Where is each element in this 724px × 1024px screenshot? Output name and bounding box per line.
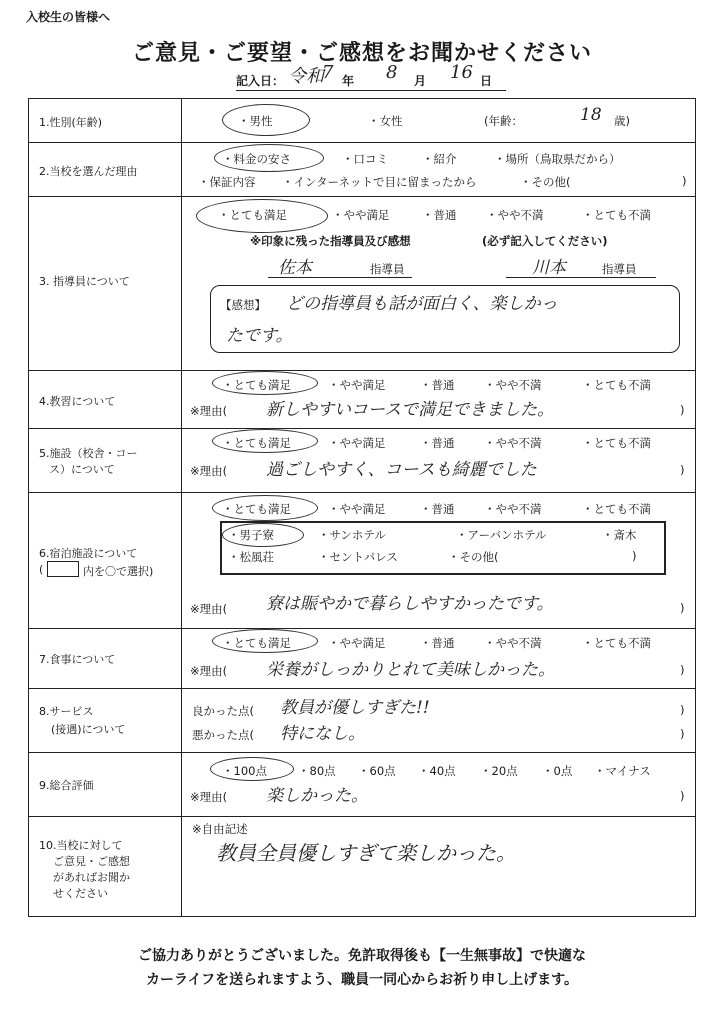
q9-option-80[interactable]: ・80点: [298, 764, 336, 778]
q3-option-very-dissatisfied[interactable]: ・とても不満: [582, 208, 651, 222]
q6-option-very-dissatisfied[interactable]: ・とても不満: [582, 502, 651, 516]
footer-line2: カーライフを送られますよう、職員一同心からお祈り申し上げます。: [145, 972, 579, 988]
page-title: ご意見・ご要望・ご感想をお聞かせください: [131, 41, 592, 66]
q9-close-paren: ): [680, 789, 685, 803]
q10-label-line2: ご意見・ご感想: [53, 855, 130, 868]
q6-facility-urban-hotel[interactable]: ・アーバンホテル: [456, 528, 547, 542]
q8-bad-close-paren: ): [680, 727, 685, 741]
q3-impression-line1: どの指導員も話が面白く、楽しかっ: [286, 294, 558, 314]
q6-reason-label: ※理由(: [190, 602, 228, 616]
q1-age-unit: 歳): [614, 114, 630, 128]
q3-impression-line2: たです。: [226, 326, 293, 346]
q4-option-satisfied[interactable]: ・やや満足: [328, 378, 386, 392]
q6-facility-mens-dorm[interactable]: ・男子寮: [228, 528, 274, 542]
row-q3: [29, 197, 696, 371]
q2-option-location[interactable]: ・場所（鳥取県だから）: [494, 152, 621, 166]
row-q7: [29, 629, 696, 689]
q9-option-60[interactable]: ・60点: [358, 764, 396, 778]
q7-label: 7.食事について: [39, 653, 116, 666]
q3-option-neutral[interactable]: ・普通: [422, 208, 457, 222]
q6-option-neutral[interactable]: ・普通: [420, 502, 455, 516]
q6-facility-shofuso[interactable]: ・松風荘: [228, 550, 274, 564]
q4-reason-label: ※理由(: [190, 404, 228, 418]
month-unit: 月: [414, 74, 427, 88]
q5-option-dissatisfied[interactable]: ・やや不満: [484, 436, 542, 450]
q4-close-paren: ): [680, 403, 685, 417]
q6-reason[interactable]: 寮は賑やかで暮らしやすかったです。: [266, 594, 554, 614]
row-q6: [29, 493, 696, 629]
date-month: 8: [386, 62, 398, 83]
q1-age-label: (年齢：: [484, 114, 523, 128]
q6-facility-close-paren: ): [632, 549, 637, 563]
q8-good[interactable]: 教員が優しすぎた!!: [280, 698, 430, 718]
q3-impression-label: 【感想】: [220, 298, 266, 312]
q2-option-reviews[interactable]: ・口コミ: [342, 152, 388, 166]
q2-close-paren: ): [682, 174, 687, 188]
q9-option-100[interactable]: ・100点: [222, 764, 267, 778]
q6-option-very-satisfied[interactable]: ・とても満足: [222, 502, 291, 516]
q5-close-paren: ): [680, 463, 685, 477]
q7-option-very-satisfied[interactable]: ・とても満足: [222, 636, 291, 650]
date-row: [236, 62, 506, 91]
q6-facility-box: [220, 521, 666, 575]
q3-instructor1-name[interactable]: 佐本: [278, 258, 312, 278]
q9-option-minus[interactable]: ・マイナス: [594, 764, 651, 778]
q3-instructor2-suffix: 指導員: [602, 262, 637, 276]
q2-option-other[interactable]: ・その他(: [520, 175, 571, 189]
q3-instructor2-line: [506, 277, 656, 278]
q3-option-satisfied[interactable]: ・やや満足: [332, 208, 390, 222]
q8-label-line2: (接遇)について: [51, 723, 126, 736]
q6-box-icon: [47, 561, 79, 577]
q4-option-dissatisfied[interactable]: ・やや不満: [484, 378, 542, 392]
q5-label-line1: 5.施設（校舎・コー: [39, 447, 138, 460]
questionnaire-table: [28, 98, 696, 917]
q3-option-very-satisfied[interactable]: ・とても満足: [218, 208, 287, 222]
q4-option-very-satisfied[interactable]: ・とても満足: [222, 378, 291, 392]
q1-male-option[interactable]: ・男性: [238, 114, 273, 128]
q6-facility-saint-palace[interactable]: ・セントパレス: [318, 550, 398, 564]
year-unit: 年: [342, 74, 355, 88]
q9-reason-label: ※理由(: [190, 790, 228, 804]
q7-reason[interactable]: 栄養がしっかりとれて美味しかった。: [266, 660, 555, 680]
q9-option-0[interactable]: ・0点: [542, 764, 573, 778]
q5-option-very-satisfied[interactable]: ・とても満足: [222, 436, 291, 450]
q2-option-price[interactable]: ・料金の安さ: [222, 152, 291, 166]
day-unit: 日: [480, 74, 493, 88]
date-label: 記入日：: [236, 74, 285, 88]
q6-facility-saiki[interactable]: ・斎木: [602, 528, 637, 542]
date-era: 令和: [288, 66, 324, 87]
q5-label-line2: ス）について: [49, 463, 115, 476]
row-q2: [29, 143, 696, 197]
q5-reason-label: ※理由(: [190, 464, 228, 478]
q4-option-very-dissatisfied[interactable]: ・とても不満: [582, 378, 651, 392]
q5-option-satisfied[interactable]: ・やや満足: [328, 436, 386, 450]
q3-instructor1-suffix: 指導員: [370, 262, 405, 276]
row-q1: [29, 99, 696, 143]
q4-label: 4.教習について: [39, 395, 116, 408]
q3-option-dissatisfied[interactable]: ・やや不満: [486, 208, 544, 222]
row-q5: [29, 429, 696, 493]
q6-facility-sun-hotel[interactable]: ・サンホテル: [318, 528, 386, 542]
row-q8: [29, 689, 696, 753]
q8-label-line1: 8.サービス: [39, 705, 94, 718]
q7-reason-label: ※理由(: [190, 664, 228, 678]
q6-close-paren: ): [680, 601, 685, 615]
q6-label-line2-post: 内を〇で選択): [83, 565, 154, 578]
q7-close-paren: ): [680, 663, 685, 677]
row-q10: [29, 817, 696, 917]
q10-label-line3: があればお聞か: [53, 871, 130, 884]
q7-option-very-dissatisfied[interactable]: ・とても不満: [582, 636, 651, 650]
q9-option-40[interactable]: ・40点: [418, 764, 456, 778]
q2-option-guarantee[interactable]: ・保証内容: [198, 175, 256, 189]
q7-option-satisfied[interactable]: ・やや満足: [328, 636, 386, 650]
footer-line1: ご協力ありがとうございました。免許取得後も【一生無事故】で快適な: [138, 948, 586, 964]
q2-label: 2.当校を選んだ理由: [39, 165, 138, 178]
date-day: 16: [450, 62, 473, 83]
q1-female-option[interactable]: ・女性: [368, 114, 403, 128]
q8-bad-label: 悪かった点(: [192, 728, 254, 742]
q3-instructor2-name[interactable]: 川本: [532, 258, 566, 278]
footer-message: [0, 944, 724, 992]
q8-good-label: 良かった点(: [192, 704, 254, 718]
q6-option-satisfied[interactable]: ・やや満足: [328, 502, 386, 516]
q10-label-line4: せください: [53, 887, 108, 900]
q2-option-referral[interactable]: ・紹介: [422, 152, 457, 166]
date-year: 7: [322, 62, 334, 83]
q3-note: ※印象に残った指導員及び感想: [250, 234, 411, 248]
q6-label-line2-pre: (: [39, 563, 44, 576]
q10-free-text[interactable]: 教員全員優しすぎて楽しかった。: [216, 841, 516, 865]
q10-free-label: ※自由記述: [192, 822, 248, 836]
q6-label-line1: 6.宿泊施設について: [39, 547, 138, 560]
q8-bad[interactable]: 特になし。: [280, 724, 365, 744]
q10-label-line1: 10.当校に対して: [39, 839, 123, 852]
q5-option-neutral[interactable]: ・普通: [420, 436, 455, 450]
q7-option-neutral[interactable]: ・普通: [420, 636, 455, 650]
q3-instructor1-line: [268, 277, 412, 278]
q9-option-20[interactable]: ・20点: [480, 764, 518, 778]
addressee: 入校生の皆様へ: [26, 10, 111, 24]
q5-option-very-dissatisfied[interactable]: ・とても不満: [582, 436, 651, 450]
row-q4: [29, 371, 696, 429]
q9-reason[interactable]: 楽しかった。: [266, 786, 368, 806]
q1-age-value[interactable]: 18: [580, 105, 602, 125]
q4-option-neutral[interactable]: ・普通: [420, 378, 455, 392]
q6-facility-other[interactable]: ・その他(: [448, 550, 499, 564]
q5-reason[interactable]: 過ごしやすく、コースも綺麗でした: [266, 460, 537, 480]
q3-note-required: (必ず記入してください): [482, 234, 608, 248]
row-q9: [29, 753, 696, 817]
q8-good-close-paren: ): [680, 703, 685, 717]
q3-label: 3. 指導員について: [39, 275, 130, 288]
q4-reason[interactable]: 新しやすいコースで満足できました。: [266, 400, 555, 420]
q6-option-dissatisfied[interactable]: ・やや不満: [484, 502, 542, 516]
q1-label: 1.性別(年齢): [39, 116, 103, 129]
q7-option-dissatisfied[interactable]: ・やや不満: [484, 636, 542, 650]
q9-label: 9.総合評価: [39, 779, 94, 792]
q2-option-internet[interactable]: ・インターネットで目に留まったから: [282, 175, 477, 189]
